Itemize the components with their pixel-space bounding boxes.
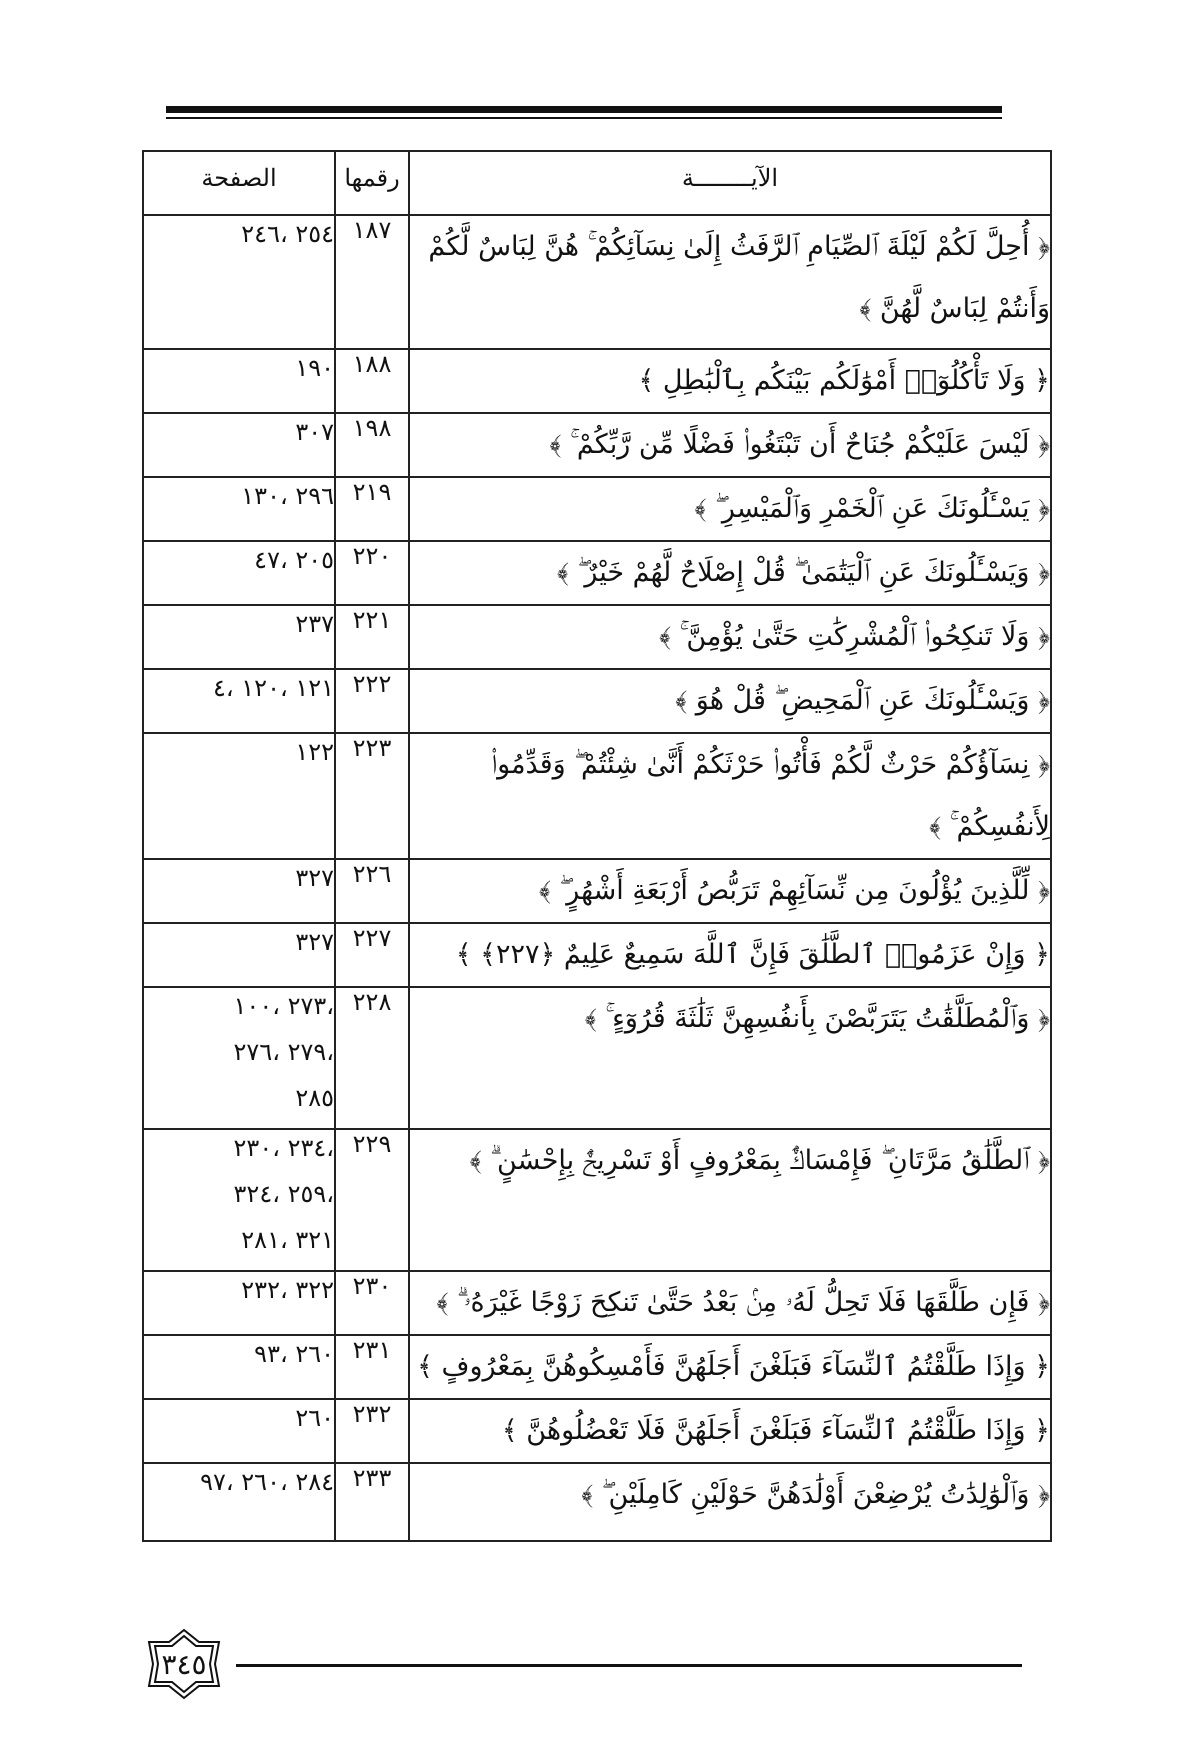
page-references bbox=[143, 541, 335, 605]
page-reference-line: ٣٢٧ bbox=[295, 928, 334, 956]
verse-text: ﴿ وَٱلْمُطَلَّقَٰتُ يَتَرَبَّصْنَ بِأَنفُسِهِنَّ ثَلَٰثَةَ قُرُوٓءٍ ۚ ﴾ bbox=[409, 987, 1051, 1129]
verse-text: ﴿ ٱلطَّلَٰقُ مَرَّتَانِ ۖ فَإِمْسَاكٌۢ بِمَعْرُوفٍ أَوْ تَسْرِيحٌۢ بِإِحْسَٰنٍ ۗ ﴾ bbox=[409, 1129, 1051, 1271]
page-reference-line: ٢٦٠ ،٩٣ bbox=[254, 1340, 334, 1368]
verse-text: ﴿ أُحِلَّ لَكُمْ لَيْلَةَ ٱلصِّيَامِ ٱلرَّفَثُ إِلَىٰ نِسَآئِكُمْ ۚ هُنَّ لِبَاسٌ لَّكُمْ وَأَنتُمْ لِبَاسٌ لَّهُنَّ ﴾ bbox=[409, 215, 1051, 349]
page-references bbox=[143, 1129, 335, 1271]
page-references bbox=[143, 477, 335, 541]
verse-number: ٢٢٧ bbox=[335, 923, 409, 987]
page-references bbox=[143, 923, 335, 987]
page-reference-line: ٢٩٦ ،١٣٠ bbox=[241, 482, 334, 510]
page-references bbox=[143, 1335, 335, 1399]
verse-number: ١٩٨ bbox=[335, 413, 409, 477]
page-references bbox=[143, 733, 335, 859]
page-references bbox=[143, 413, 335, 477]
verse-number: ١٨٨ bbox=[335, 349, 409, 413]
table-row bbox=[143, 541, 1051, 605]
page-reference-line: ٢٨٥ bbox=[295, 1084, 334, 1112]
page-number-badge bbox=[141, 1628, 227, 1700]
verse-text: ﴿ لِّلَّذِينَ يُؤْلُونَ مِن نِّسَآئِهِمْ تَرَبُّصُ أَرْبَعَةِ أَشْهُرٍ ۖ ﴾ bbox=[409, 859, 1051, 923]
verse-text: ﴿ وَلَا تَأْكُلُوٓا۟ أَمْوَٰلَكُم بَيْنَكُم بِٱلْبَٰطِلِ ﴾ bbox=[409, 349, 1051, 413]
page-reference-line: ٣٢٧ bbox=[295, 864, 334, 892]
verse-text: ﴿ وَإِنْ عَزَمُوا۟ ٱلطَّلَٰقَ فَإِنَّ ٱللَّهَ سَمِيعٌ عَلِيمٌ ﴿٢٢٧﴾ ﴾ bbox=[409, 923, 1051, 987]
verse-text: ﴿ وَلَا تَنكِحُوا۟ ٱلْمُشْرِكَٰتِ حَتَّىٰ يُؤْمِنَّ ۚ ﴾ bbox=[409, 605, 1051, 669]
verse-number: ٢٢١ bbox=[335, 605, 409, 669]
page-reference-line: ،٢٧٩ ،٢٧٦ bbox=[233, 1038, 334, 1066]
table-row bbox=[143, 477, 1051, 541]
table-row bbox=[143, 859, 1051, 923]
page-reference-line: ١٢١ ،١٢٠ ،٤ bbox=[213, 674, 334, 702]
header-aya: الآيــــــــة bbox=[409, 151, 1051, 215]
table-row bbox=[143, 923, 1051, 987]
page-reference-line: ٣٠٧ bbox=[295, 418, 334, 446]
verse-text: ﴿ وَٱلْوَٰلِدَٰتُ يُرْضِعْنَ أَوْلَٰدَهُنَّ حَوْلَيْنِ كَامِلَيْنِ ۖ ﴾ bbox=[409, 1463, 1051, 1541]
verse-number: ٢٣١ bbox=[335, 1335, 409, 1399]
verse-number: ٢٢٠ bbox=[335, 541, 409, 605]
verse-text: ﴿ وَيَسْـَٔلُونَكَ عَنِ ٱلْمَحِيضِ ۖ قُلْ هُوَ ﴾ bbox=[409, 669, 1051, 733]
verse-text: ﴿ وَإِذَا طَلَّقْتُمُ ٱلنِّسَآءَ فَبَلَغْنَ أَجَلَهُنَّ فَلَا تَعْضُلُوهُنَّ ﴾ bbox=[409, 1399, 1051, 1463]
page-reference-line: ١٢٢ bbox=[295, 738, 334, 766]
page-reference-line: ٣٢٢ ،٢٣٢ bbox=[241, 1276, 334, 1304]
header-number: رقمها bbox=[335, 151, 409, 215]
page-reference-line: ٢٨٤ ،٢٦٠ ،٩٧ bbox=[200, 1468, 334, 1496]
page-reference-line: ٢٣٧ bbox=[295, 610, 334, 638]
page-reference-line: ٣٢١ ،٢٨١ bbox=[241, 1226, 334, 1254]
verse-number: ٢٢٦ bbox=[335, 859, 409, 923]
header-page: الصفحة bbox=[143, 151, 335, 215]
table-row bbox=[143, 215, 1051, 349]
table-row bbox=[143, 733, 1051, 859]
page-references bbox=[143, 1399, 335, 1463]
table-row bbox=[143, 605, 1051, 669]
page-references bbox=[143, 669, 335, 733]
table-header-row bbox=[143, 151, 1051, 215]
verse-text: ﴿ فَإِن طَلَّقَهَا فَلَا تَحِلُّ لَهُۥ مِنۢ بَعْدُ حَتَّىٰ تَنكِحَ زَوْجًا غَيْرَهُۥ ۗ ﴾ bbox=[409, 1271, 1051, 1335]
verses-index-table bbox=[142, 150, 1052, 1542]
verse-number: ٢٣٣ bbox=[335, 1463, 409, 1541]
table-row bbox=[143, 349, 1051, 413]
table-row bbox=[143, 1129, 1051, 1271]
table-row bbox=[143, 669, 1051, 733]
page-reference-line: ١٩٠ bbox=[295, 354, 334, 382]
verse-number: ٢٣٢ bbox=[335, 1399, 409, 1463]
page-reference-line: ،٢٣٤ ،٢٣٠ bbox=[233, 1134, 334, 1162]
table-row bbox=[143, 1335, 1051, 1399]
page-reference-line: ٢٦٠ bbox=[295, 1404, 334, 1432]
page-references bbox=[143, 987, 335, 1129]
footer-rule bbox=[236, 1664, 1022, 1667]
verse-text: ﴿ نِسَآؤُكُمْ حَرْثٌ لَّكُمْ فَأْتُوا۟ حَرْثَكُمْ أَنَّىٰ شِئْتُمْ ۖ وَقَدِّمُوا۟ لِأَنفُسِكُمْ ۚ ﴾ bbox=[409, 733, 1051, 859]
top-rule-thick bbox=[166, 106, 1002, 113]
verse-number: ٢٢٣ bbox=[335, 733, 409, 859]
verse-text: ﴿ وَإِذَا طَلَّقْتُمُ ٱلنِّسَآءَ فَبَلَغْنَ أَجَلَهُنَّ فَأَمْسِكُوهُنَّ بِمَعْرُوفٍ ﴾ bbox=[409, 1335, 1051, 1399]
verse-number: ٢٢٨ bbox=[335, 987, 409, 1129]
verse-number: ٢١٩ bbox=[335, 477, 409, 541]
top-rule-thin bbox=[166, 117, 1002, 119]
verse-number: ١٨٧ bbox=[335, 215, 409, 349]
verse-number: ٢٣٠ bbox=[335, 1271, 409, 1335]
page-references bbox=[143, 605, 335, 669]
page-references bbox=[143, 1463, 335, 1541]
page-number: ٣٤٥ bbox=[161, 1647, 207, 1681]
page-references bbox=[143, 859, 335, 923]
page-references bbox=[143, 1271, 335, 1335]
page-reference-line: ،٢٥٩ ،٣٢٤ bbox=[233, 1180, 334, 1208]
page-references bbox=[143, 215, 335, 349]
verse-text: ﴿ لَيْسَ عَلَيْكُمْ جُنَاحٌ أَن تَبْتَغُوا۟ فَضْلًا مِّن رَّبِّكُمْ ۚ ﴾ bbox=[409, 413, 1051, 477]
page-references bbox=[143, 349, 335, 413]
page-reference-line: ٢٥٤ ،٢٤٦ bbox=[241, 220, 334, 248]
verse-text: ﴿ يَسْـَٔلُونَكَ عَنِ ٱلْخَمْرِ وَٱلْمَيْسِرِ ۖ ﴾ bbox=[409, 477, 1051, 541]
verse-number: ٢٢٩ bbox=[335, 1129, 409, 1271]
verse-number: ٢٢٢ bbox=[335, 669, 409, 733]
page-reference-line: ،٢٧٣ ،١٠٠ bbox=[233, 992, 334, 1020]
page-reference-line: ٢٠٥ ،٤٧ bbox=[254, 546, 334, 574]
table-row bbox=[143, 1463, 1051, 1541]
verse-text: ﴿ وَيَسْـَٔلُونَكَ عَنِ ٱلْيَتَٰمَىٰ ۖ قُلْ إِصْلَاحٌ لَّهُمْ خَيْرٌ ۖ ﴾ bbox=[409, 541, 1051, 605]
table-row bbox=[143, 413, 1051, 477]
table-row bbox=[143, 1399, 1051, 1463]
table-row bbox=[143, 987, 1051, 1129]
table-row bbox=[143, 1271, 1051, 1335]
